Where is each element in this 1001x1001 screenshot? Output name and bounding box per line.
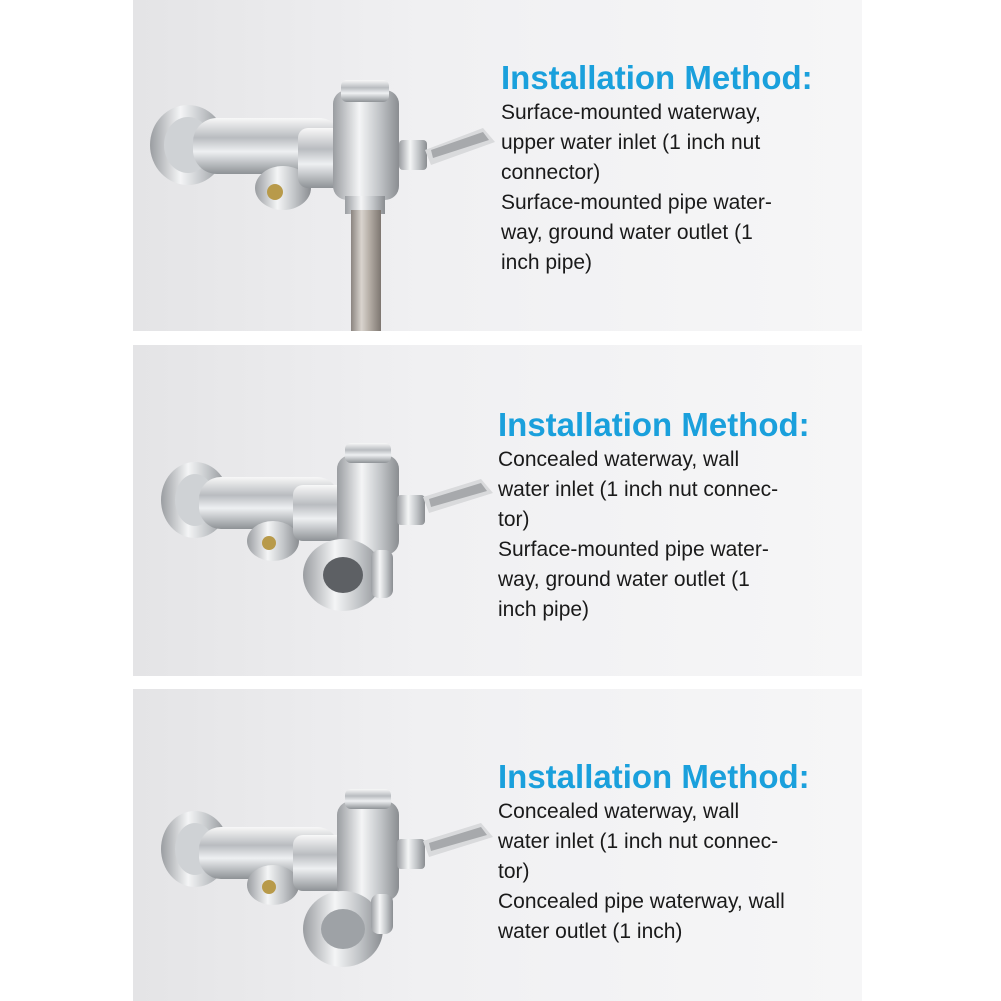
description-line: upper water inlet (1 inch nut — [501, 131, 761, 154]
description-line: inch pipe) — [498, 598, 590, 621]
description-line: water outlet (1 inch) — [498, 920, 683, 943]
description-line: water inlet (1 inch nut connec- — [498, 830, 779, 853]
installation-text-3 — [498, 759, 810, 947]
installation-panel-1 — [133, 0, 862, 331]
description-line: Surface-mounted waterway, — [501, 101, 761, 124]
description-line: Surface-mounted pipe water- — [498, 538, 769, 561]
installation-text-1 — [501, 60, 813, 278]
description-line: Surface-mounted pipe water- — [501, 191, 772, 214]
installation-panel-3 — [133, 689, 862, 1001]
installation-heading: Installation Method: — [498, 406, 810, 443]
installation-heading: Installation Method: — [501, 59, 813, 96]
installation-heading: Installation Method: — [498, 758, 810, 795]
installation-text-2 — [498, 407, 810, 625]
description-line: way, ground water outlet (1 — [498, 568, 750, 591]
description-line: Concealed waterway, wall — [498, 800, 740, 823]
description-line: tor) — [498, 508, 530, 531]
description-line: way, ground water outlet (1 — [501, 221, 753, 244]
description-line: Concealed pipe waterway, wall — [498, 890, 785, 913]
description-line: connector) — [501, 161, 601, 184]
description-line: water inlet (1 inch nut connec- — [498, 478, 779, 501]
description-line: inch pipe) — [501, 251, 593, 274]
description-line: Concealed waterway, wall — [498, 448, 740, 471]
description-line: tor) — [498, 860, 530, 883]
installation-panel-2 — [133, 345, 862, 676]
